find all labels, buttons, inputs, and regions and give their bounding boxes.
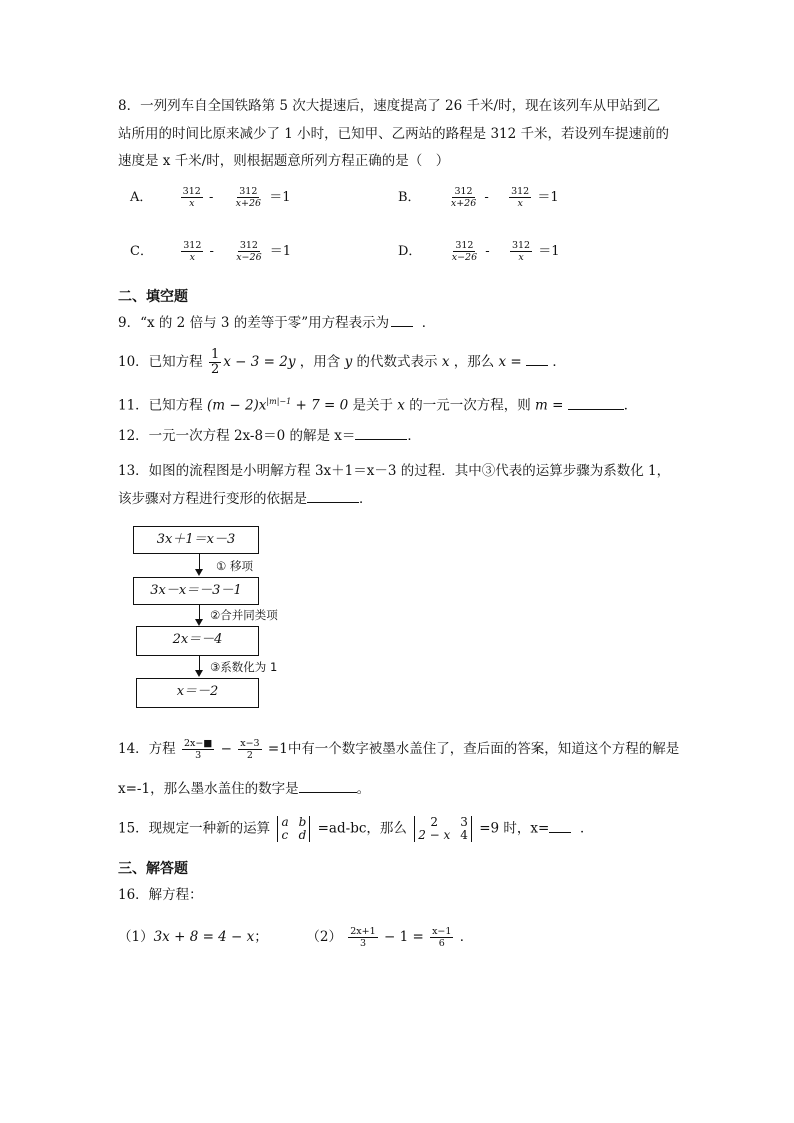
- fraction: $\frac{312}{x}$: [182, 186, 201, 209]
- fraction: $\frac{1}{2}$: [210, 347, 220, 377]
- flow-box-1: 3x＋1＝x－3: [133, 526, 259, 554]
- answer-blank: [391, 314, 413, 327]
- fraction: $\frac{312}{x+26}$: [450, 186, 477, 209]
- flow-box-2: 3x－x＝－3－1: [133, 577, 259, 605]
- q15: 15．现规定一种新的运算 a b c d =ad-bc，那么 2 3 2 − x 4 =9 时，x= ．: [118, 815, 594, 842]
- fraction: $\frac{312}{x}$: [511, 186, 530, 209]
- q8-option-b[interactable]: B． $\frac{312}{x+26}$ - $\frac{312}{x}$ ＝1: [398, 186, 559, 209]
- arrow-down-icon: [195, 619, 203, 626]
- fraction: $\frac{x-1}{6}$: [432, 926, 452, 949]
- q11: 11．已知方程 $(m - 2)x^{|m|-1} + 7 = 0$ 是关于 x 的一元一次方程，则 m = ．: [118, 397, 638, 414]
- fraction: $\frac{2x+1}{3}$: [350, 926, 376, 949]
- q8-option-a[interactable]: A． $\frac{312}{x}$ - $\frac{312}{x+26}$ ＝1: [130, 186, 291, 209]
- q13-line2: 该步骤对方程进行变形的依据是 ．: [118, 491, 373, 507]
- arrow-down-icon: [195, 670, 203, 677]
- flow-step-3: ③系数化为 1: [210, 660, 278, 674]
- fraction: $\frac{2x-■}{3}$: [183, 738, 213, 761]
- q9: 9．“x 的 2 倍与 3 的差等于零”用方程表示为 ．: [118, 315, 436, 331]
- q8-line3: 速度是 x 千米/时，则根据题意所列方程正确的是（ ）: [118, 153, 450, 169]
- flow-box-4: x＝－2: [136, 678, 259, 708]
- answer-blank: [307, 490, 359, 503]
- q8-line2: 站所用的时间比原来减少了 1 小时，已知甲、乙两站的路程是 312 千米，若设列车提速前的: [118, 126, 670, 142]
- q16-title: 16．解方程：: [118, 887, 203, 903]
- q16-parts: （1）3x + 8 = 4 − x； （2） $\frac{2x+1}{3}$ − 1 = $\frac{x-1}{6}$ ．: [118, 926, 474, 949]
- q14-line2: x=-1，那么墨水盖住的数字是 。: [118, 781, 371, 797]
- fraction: $\frac{312}{x}$: [183, 240, 202, 263]
- fraction: $\frac{312}{x+26}$: [235, 186, 262, 209]
- section-heading: 二、填空题: [118, 289, 188, 305]
- fraction: $\frac{x-3}{2}$: [240, 738, 260, 761]
- flow-step-2: ②合并同类项: [210, 608, 278, 622]
- arrow-down-icon: [195, 569, 203, 576]
- q14-line1: 14．方程 $\frac{2x-■}{3}$ − $\frac{x-3}{2}$ =1中有一个数字被墨水盖住了，查后面的答案，知道这个方程的解是: [118, 738, 680, 761]
- answer-blank: [355, 427, 407, 440]
- fraction: $\frac{312}{x-26}$: [236, 240, 262, 263]
- q10: 10．已知方程 $\frac{1}{2}$ x − 3 = 2y ，用含 y 的代数式表示 x ，那么 x = ．: [118, 347, 566, 377]
- flow-step-1: ① 移项: [216, 559, 253, 573]
- q12: 12．一元一次方程 2x-8＝0 的解是 x＝ ．: [118, 428, 421, 444]
- answer-blank: [299, 780, 357, 793]
- q13-line1: 13．如图的流程图是小明解方程 3x＋1＝x－3 的过程．其中③代表的运算步骤为系数化 1，: [118, 463, 671, 479]
- fraction: $\frac{312}{x}$: [511, 240, 531, 263]
- section-heading: 三、解答题: [118, 861, 188, 877]
- fraction: $\frac{312}{x-26}$: [451, 240, 478, 263]
- flow-box-3: 2x＝－4: [136, 626, 259, 656]
- answer-blank: [568, 397, 624, 410]
- q8-option-c[interactable]: C． $\frac{312}{x}$ - $\frac{312}{x-26}$ ＝1: [130, 240, 292, 263]
- determinant: 2 3 2 − x 4: [411, 816, 475, 842]
- determinant: a b c d: [274, 816, 313, 842]
- q8-option-d[interactable]: D． $\frac{312}{x-26}$ - $\frac{312}{x}$ ＝1: [398, 240, 560, 263]
- answer-blank: [526, 353, 548, 366]
- answer-blank: [549, 820, 571, 833]
- q8-line1: 8．一列列车自全国铁路第 5 次大提速后，速度提高了 26 千米/时，现在该列车从甲站到乙: [118, 98, 661, 114]
